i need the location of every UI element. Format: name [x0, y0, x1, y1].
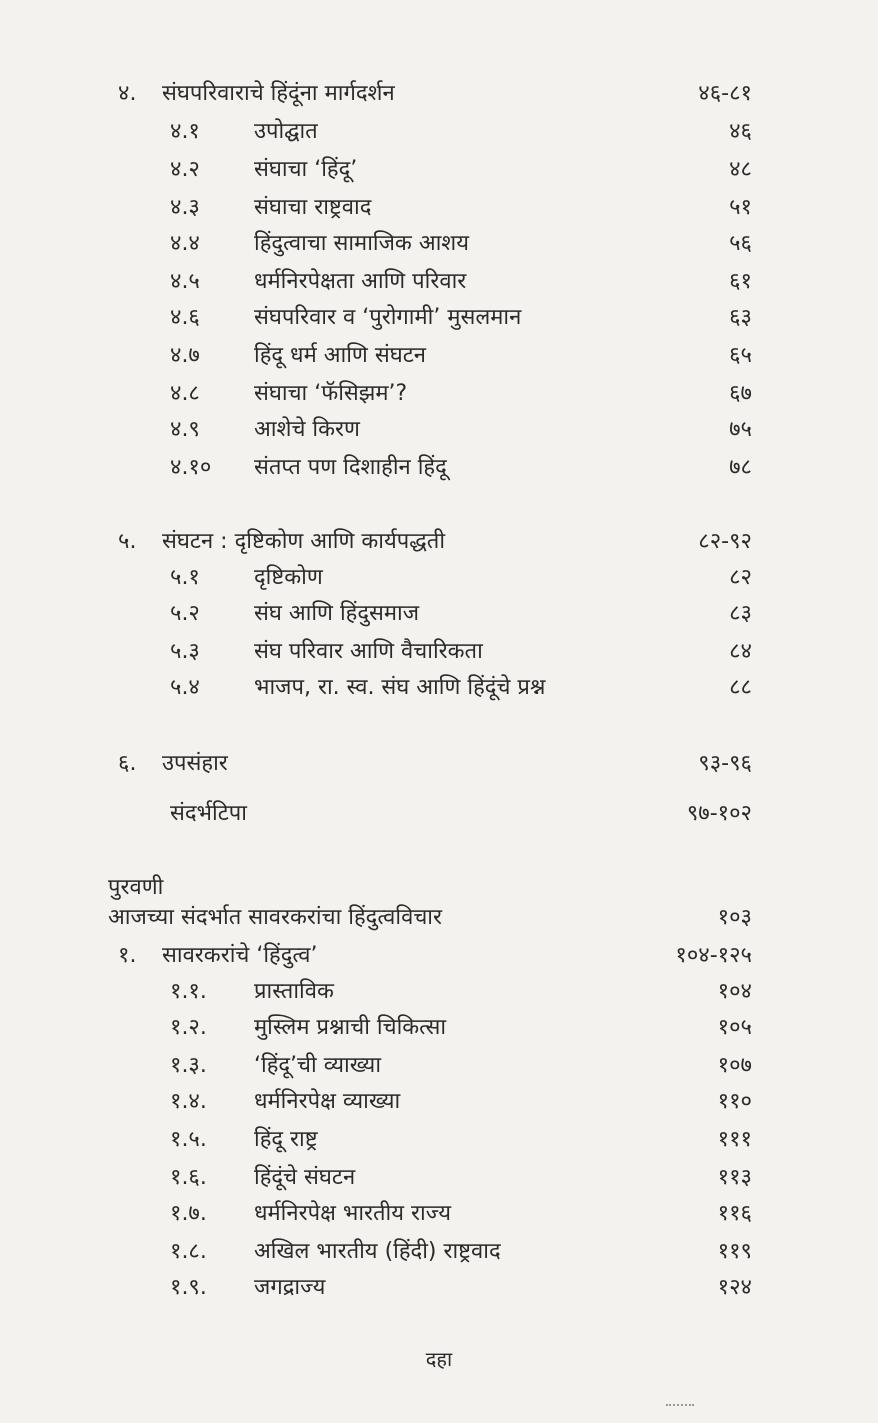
chapter-title: उपसंहार: [162, 751, 228, 776]
appendix-heading: आजच्या संदर्भात सावरकरांचा हिंदुत्वविचार: [108, 905, 442, 930]
toc-section-4-10: [0, 450, 878, 486]
chapter-title: सावरकरांचे ‘हिंदुत्व’: [162, 943, 318, 968]
toc-appendix-section-1-1: [0, 974, 878, 1010]
section-title: उपोद्घात: [254, 119, 318, 144]
scan-specks: [666, 1404, 694, 1409]
section-number: ४.१०: [170, 455, 212, 480]
section-title: संघाचा ‘फॅसिझम’?: [254, 381, 408, 406]
toc-section-4-8: [0, 376, 878, 412]
section-title: धर्मनिरपेक्षता आणि परिवार: [254, 269, 467, 294]
chapter-number: १.: [118, 943, 137, 968]
appendix-heading-page: १०३: [717, 905, 752, 930]
toc-chapter-6: [0, 746, 878, 782]
chapter-number: ४.: [118, 81, 137, 106]
section-number: १.१.: [170, 979, 207, 1004]
section-title: मुस्लिम प्रश्नाची चिकित्सा: [254, 1015, 447, 1040]
section-page: १११: [717, 1127, 752, 1152]
chapter-number: ६.: [118, 751, 137, 776]
section-number: ४.८: [170, 381, 200, 406]
toc-appendix-section-1-3: [0, 1048, 878, 1084]
appendix-heading-row: [0, 900, 878, 936]
section-page: १०४: [717, 979, 752, 1004]
toc-appendix-section-1-4: [0, 1084, 878, 1120]
section-title: जगद्राज्य: [254, 1275, 326, 1300]
toc-appendix-section-1-7: [0, 1196, 878, 1232]
section-title: दृष्टिकोण: [254, 565, 323, 590]
section-number: ४.९: [170, 417, 200, 442]
chapter-page-range: ९३-९६: [698, 751, 752, 776]
toc-section-4-4: [0, 226, 878, 262]
section-number: ४.३: [170, 195, 200, 220]
toc-section-4-7: [0, 338, 878, 374]
chapter-number: ५.: [118, 529, 137, 554]
section-number: १.९.: [170, 1275, 207, 1300]
section-number: ५.३: [170, 639, 200, 664]
section-title: संघ परिवार आणि वैचारिकता: [254, 639, 483, 664]
section-page: १०५: [717, 1015, 752, 1040]
section-number: १.२.: [170, 1015, 207, 1040]
toc-references: [0, 796, 878, 832]
toc-chapter-4: [0, 76, 878, 112]
section-page: ८२: [729, 565, 752, 590]
appendix-label: पुरवणी: [108, 875, 164, 900]
section-title: अखिल भारतीय (हिंदी) राष्ट्रवाद: [254, 1239, 501, 1264]
section-title: संतप्त पण दिशाहीन हिंदू: [254, 455, 447, 480]
section-page: ११०: [717, 1089, 752, 1114]
section-number: ५.१: [170, 565, 200, 590]
toc-section-4-1: [0, 114, 878, 150]
toc-section-4-5: [0, 264, 878, 300]
section-number: ५.४: [170, 675, 200, 700]
toc-section-5-1: [0, 560, 878, 596]
section-page: ८४: [729, 639, 752, 664]
toc-appendix-section-1-6: [0, 1160, 878, 1196]
section-title: हिंदूंचे संघटन: [254, 1165, 356, 1190]
section-page: १२४: [717, 1275, 752, 1300]
section-page: ४६: [729, 119, 752, 144]
references-page-range: ९७-१०२: [686, 801, 752, 826]
section-number: ४.१: [170, 119, 200, 144]
section-number: ४.६: [170, 305, 200, 330]
section-page: ११३: [717, 1165, 752, 1190]
toc-appendix-section-1-2: [0, 1010, 878, 1046]
section-title: संघ आणि हिंदुसमाज: [254, 601, 420, 626]
toc-section-4-2: [0, 152, 878, 188]
section-number: ४.५: [170, 269, 200, 294]
toc-section-4-9: [0, 412, 878, 448]
chapter-page-range: ८२-९२: [698, 529, 752, 554]
toc-appendix-section-1-9: [0, 1270, 878, 1306]
chapter-page-range: ४६-८१: [698, 81, 752, 106]
section-title: हिंदू धर्म आणि संघटन: [254, 343, 426, 368]
toc-appendix-section-1-8: [0, 1234, 878, 1270]
section-title: आशेचे किरण: [254, 417, 360, 442]
chapter-title: संघपरिवाराचे हिंदूंना मार्गदर्शन: [162, 81, 395, 106]
section-title: धर्मनिरपेक्ष भारतीय राज्य: [254, 1201, 452, 1226]
section-number: १.७.: [170, 1201, 207, 1226]
toc-appendix-section-1-5: [0, 1122, 878, 1158]
toc-section-4-6: [0, 300, 878, 336]
toc-section-4-3: [0, 190, 878, 226]
section-page: ७८: [729, 455, 752, 480]
section-page: ५१: [729, 195, 752, 220]
section-page: ८३: [729, 601, 752, 626]
section-page: ७५: [729, 417, 752, 442]
section-title: भाजप, रा. स्व. संघ आणि हिंदूंचे प्रश्न: [254, 675, 546, 700]
section-title: संघाचा राष्ट्रवाद: [254, 195, 372, 220]
section-title: हिंदुत्वाचा सामाजिक आशय: [254, 231, 470, 256]
toc-section-5-4: [0, 670, 878, 706]
section-number: १.४.: [170, 1089, 207, 1114]
section-page: ११९: [717, 1239, 752, 1264]
section-number: १.५.: [170, 1127, 207, 1152]
chapter-title: संघटन : दृष्टिकोण आणि कार्यपद्धती: [162, 529, 446, 554]
toc-section-5-3: [0, 634, 878, 670]
section-number: ४.७: [170, 343, 200, 368]
chapter-page-range: १०४-१२५: [675, 943, 752, 968]
section-number: १.८.: [170, 1239, 207, 1264]
section-title: संघपरिवार व ‘पुरोगामी’ मुसलमान: [254, 305, 522, 330]
section-title: संघाचा ‘हिंदू’: [254, 157, 358, 182]
section-number: ५.२: [170, 601, 200, 626]
toc-chapter-5: [0, 524, 878, 560]
section-title: प्रास्ताविक: [254, 979, 334, 1004]
section-title: ‘हिंदू’ची व्याख्या: [254, 1053, 382, 1078]
section-page: ५६: [729, 231, 752, 256]
section-title: हिंदू राष्ट्र: [254, 1127, 318, 1152]
section-page: ४८: [729, 157, 752, 182]
section-number: १.३.: [170, 1053, 207, 1078]
references-title: संदर्भटिपा: [170, 801, 248, 826]
section-page: १०७: [717, 1053, 752, 1078]
section-number: ४.२: [170, 157, 200, 182]
toc-section-5-2: [0, 596, 878, 632]
section-page: ८८: [729, 675, 752, 700]
toc-appendix-chapter-1: [0, 938, 878, 974]
section-title: धर्मनिरपेक्ष व्याख्या: [254, 1089, 401, 1114]
section-number: १.६.: [170, 1165, 207, 1190]
section-number: ४.४: [170, 231, 200, 256]
section-page: ६१: [729, 269, 752, 294]
footer-page-number: दहा: [425, 1347, 453, 1371]
section-page: ६५: [729, 343, 752, 368]
section-page: ११६: [717, 1201, 752, 1226]
section-page: ६३: [729, 305, 752, 330]
section-page: ६७: [729, 381, 752, 406]
